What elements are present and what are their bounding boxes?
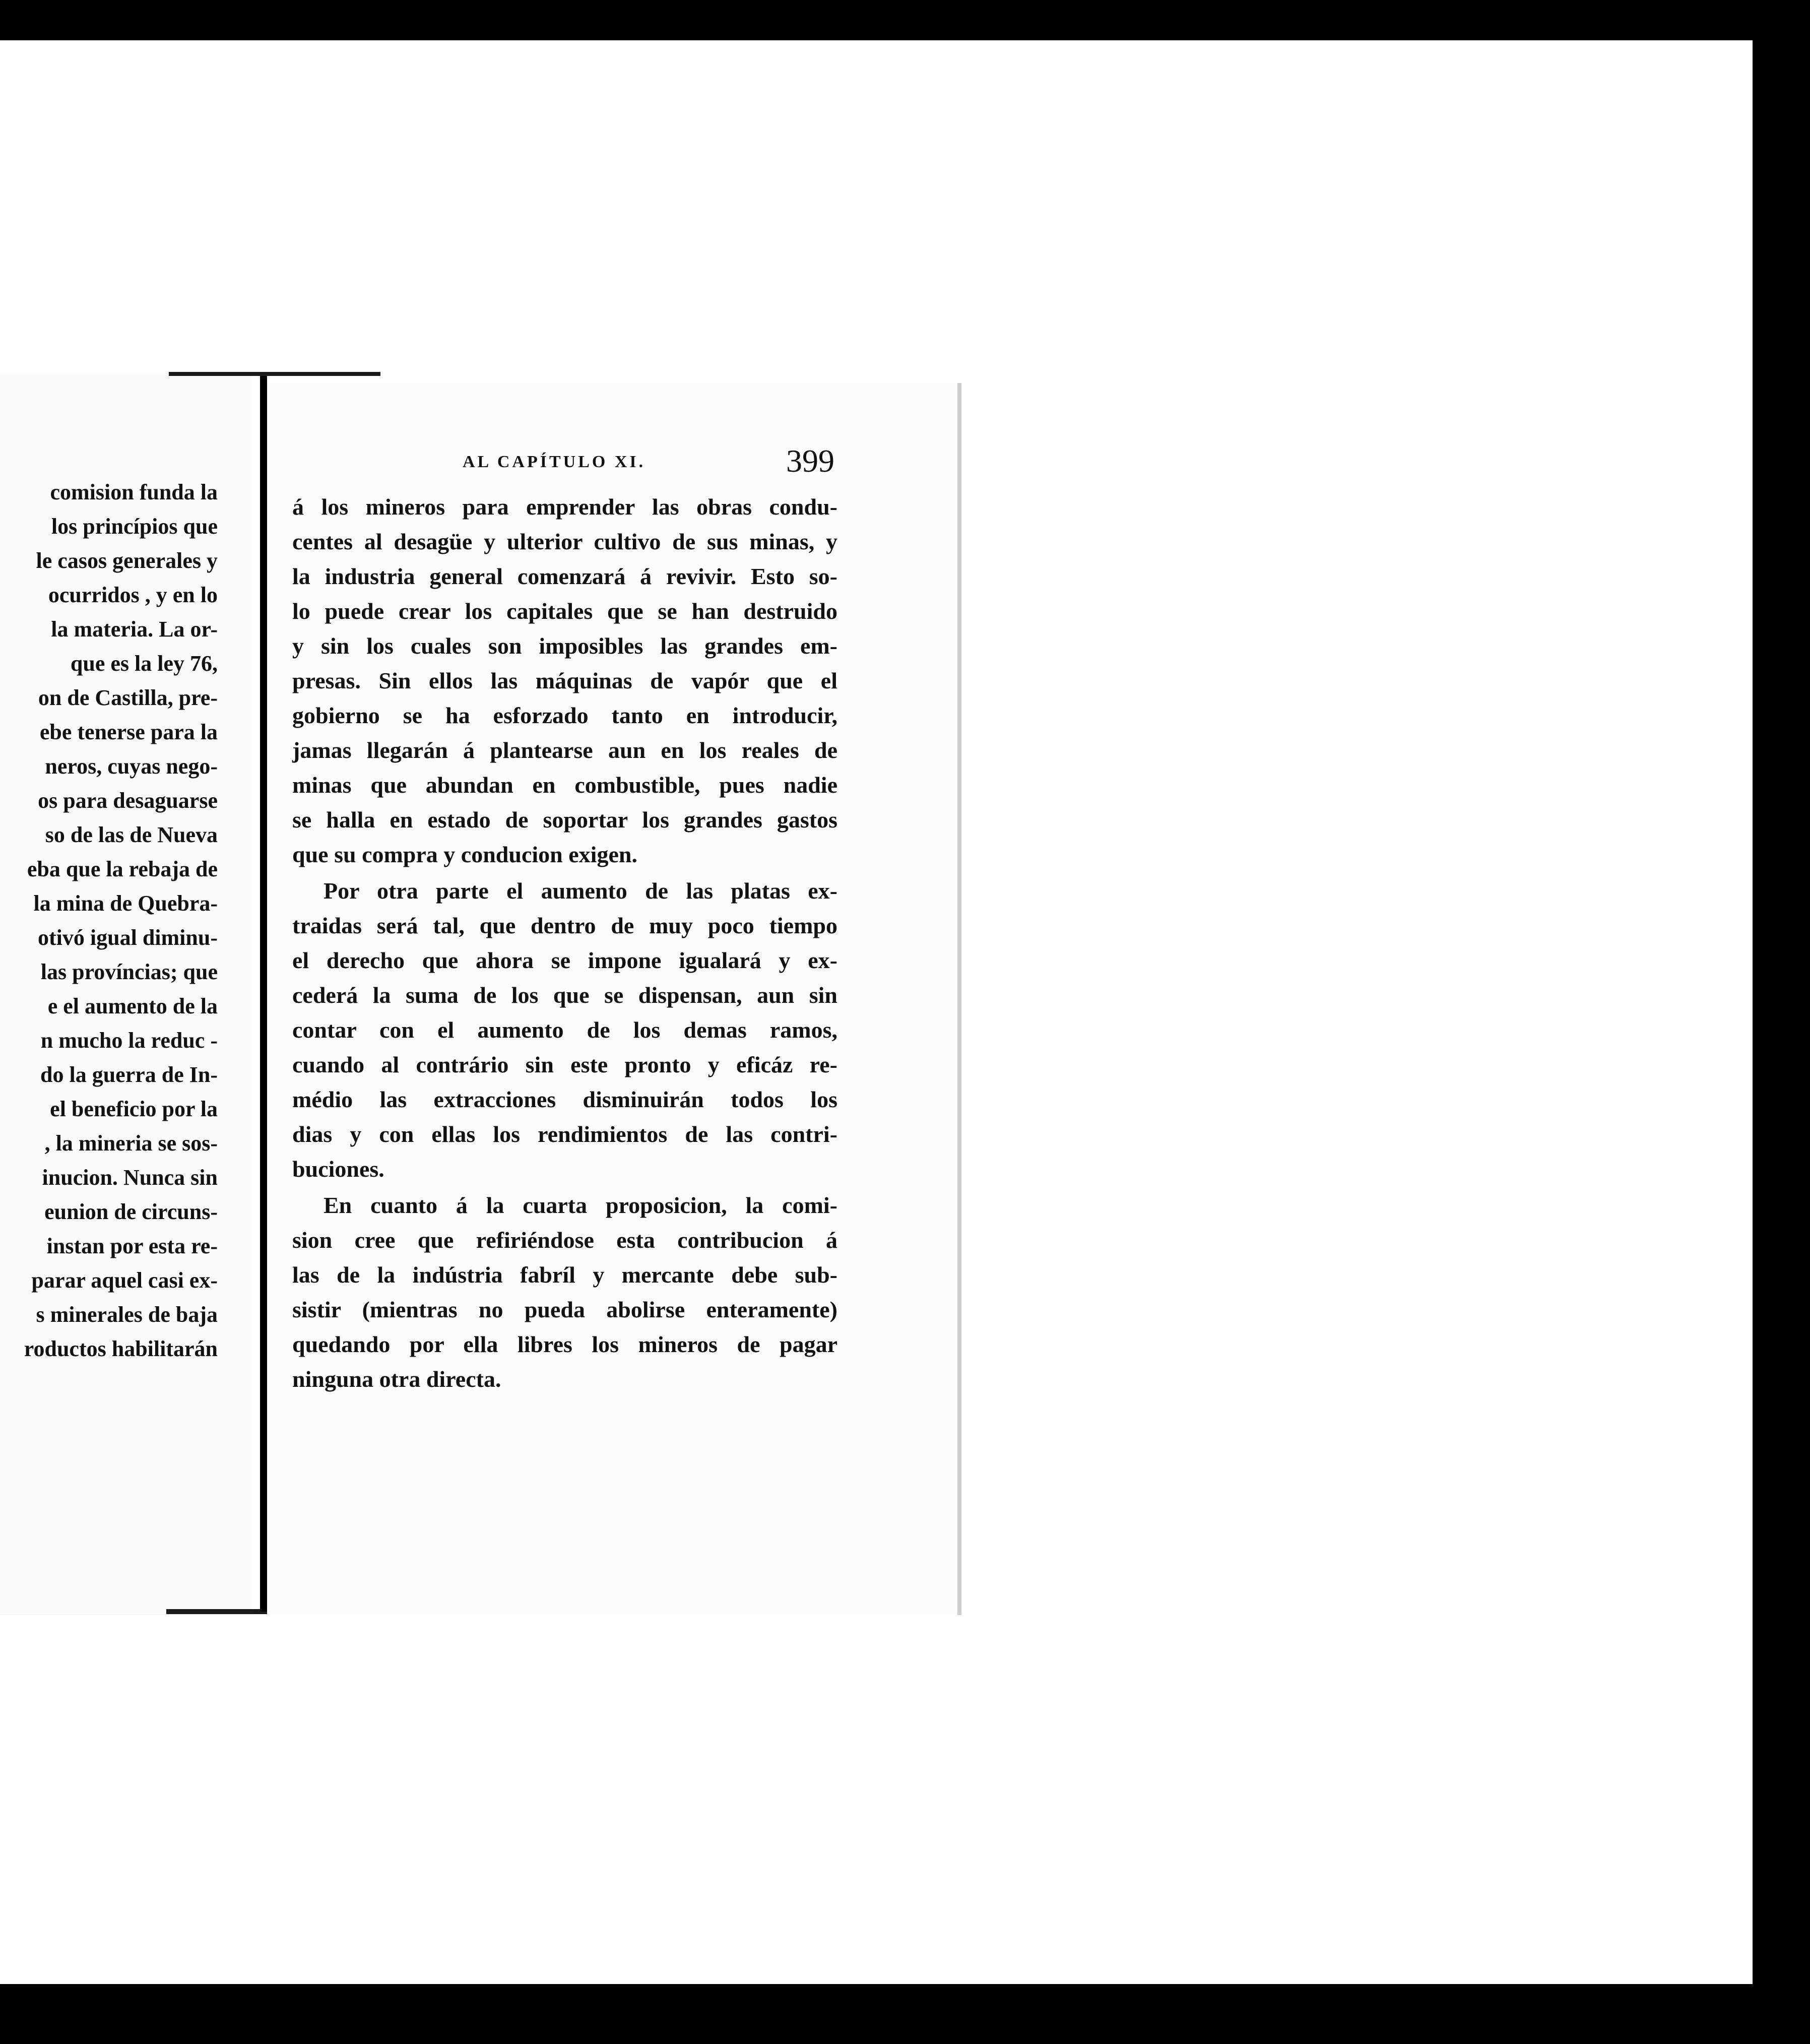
left-text-line: que es la ley 76,	[70, 651, 218, 676]
left-text-line: e el aumento de la	[47, 994, 218, 1018]
body-text-line: cederá la suma de los que se dispensan, aun sin	[292, 982, 837, 1008]
left-text-line: comision funda la	[50, 480, 218, 504]
body-text-line: centes al desagüe y ulterior cultivo de sus minas, y	[292, 529, 837, 554]
body-text-line: la industria general comenzará á revivir. Esto so-	[292, 563, 837, 589]
left-text-line: las províncias; que	[40, 960, 218, 984]
body-text-line: quedando por ella libres los mineros de pagar	[292, 1331, 837, 1357]
left-text-line: n mucho la reduc -	[40, 1028, 218, 1053]
body-text-line: lo puede crear los capitales que se han destruido	[292, 598, 837, 624]
left-text-line: la materia. La or-	[51, 617, 218, 642]
body-text-line: las de la indústria fabríl y mercante debe sub-	[292, 1262, 837, 1288]
body-text-line: que su compra y conducion exigen.	[292, 842, 637, 867]
page-number: 399	[786, 443, 834, 479]
top-rule	[169, 372, 380, 376]
left-text-line: instan por esta re-	[46, 1234, 218, 1258]
left-text-line: ocurridos , y en lo	[48, 583, 218, 607]
body-text-line: En cuanto á la cuarta proposicion, la comi-	[324, 1192, 837, 1218]
left-text-line: parar aquel casi ex-	[31, 1268, 218, 1293]
left-text-line: el beneficio por la	[50, 1097, 218, 1121]
body-text-line: y sin los cuales son imposibles las grandes em-	[292, 633, 837, 659]
left-text-line: le casos generales y	[36, 548, 218, 573]
left-text-line: , la mineria se sos-	[44, 1131, 218, 1156]
left-text-line: so de las de Nueva	[45, 822, 218, 847]
left-text-line: ebe tenerse para la	[39, 720, 218, 744]
body-text-line: médio las extracciones disminuirán todos los	[292, 1087, 837, 1112]
body-text-line: gobierno se ha esforzado tanto en introducir,	[292, 702, 837, 728]
left-text-line: roductos habilitarán	[24, 1336, 218, 1361]
left-text-line: eunion de circuns-	[44, 1199, 218, 1224]
body-text-line: sion cree que refiriéndose esta contribucion á	[292, 1227, 837, 1253]
body-text-line: minas que abundan en combustible, pues nadie	[292, 772, 837, 798]
left-text-line: s minerales de baja	[36, 1302, 218, 1327]
body-text-line: ninguna otra directa.	[292, 1366, 501, 1392]
body-text-line: buciones.	[292, 1156, 384, 1182]
running-head: AL CAPÍTULO XI.	[463, 453, 646, 471]
body-text-line: jamas llegarán á plantearse aun en los reales de	[292, 737, 837, 763]
body-text-line: se halla en estado de soportar los grandes gastos	[292, 807, 837, 833]
left-text-line: neros, cuyas nego-	[45, 754, 218, 779]
gutter-divider	[260, 376, 267, 1612]
body-text-line: presas. Sin ellos las máquinas de vapór que el	[292, 668, 837, 693]
left-page-fragment	[0, 373, 252, 1615]
body-text-line: Por otra parte el aumento de las platas ex-	[324, 878, 837, 904]
left-text-line: os para desaguarse	[38, 788, 218, 813]
left-text-line: inucion. Nunca sin	[42, 1165, 218, 1190]
body-text-line: el derecho que ahora se impone igualará y ex-	[292, 947, 837, 973]
left-text-line: do la guerra de In-	[40, 1062, 218, 1087]
left-text-line: los princípios que	[51, 514, 218, 539]
body-text-line: sistir (mientras no pueda abolirse enteramente)	[292, 1297, 837, 1322]
left-text-line: otivó igual diminu-	[38, 925, 218, 950]
right-page	[267, 383, 961, 1615]
body-text-line: traidas será tal, que dentro de muy poco tiempo	[292, 913, 837, 938]
body-text-line: dias y con ellas los rendimientos de las contri-	[292, 1121, 837, 1147]
left-text-line: la mina de Quebra-	[33, 891, 218, 916]
body-text-line: contar con el aumento de los demas ramos,	[292, 1017, 837, 1043]
left-text-line: on de Castilla, pre-	[38, 685, 218, 710]
body-text-line: cuando al contrário sin este pronto y eficáz re-	[292, 1052, 837, 1077]
left-text-line: eba que la rebaja de	[27, 857, 218, 881]
body-text-line: á los mineros para emprender las obras condu-	[292, 494, 837, 520]
